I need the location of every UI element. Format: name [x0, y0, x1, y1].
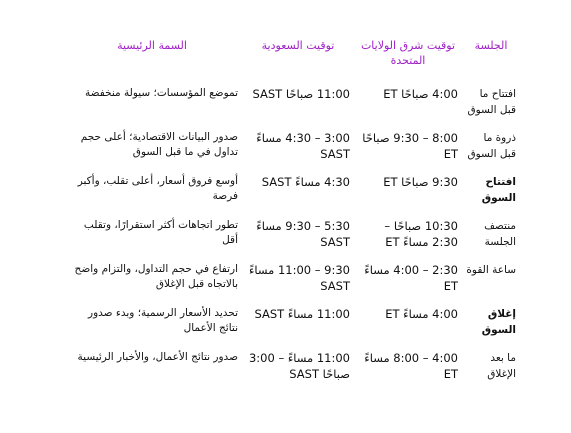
header-session: الجلسة [474, 39, 508, 52]
cell-saudi-time: 9:30 – 11:00 مساءً SAST [248, 263, 350, 293]
cell-us-time: 2:30 – 4:00 مساءً ET [364, 263, 458, 293]
cell-session: منتصف الجلسة [484, 220, 516, 248]
table-row [62, 256, 520, 300]
cell-saudi-time: 11:00 مساءً SAST [254, 307, 350, 321]
cell-session: افتتاح ما قبل السوق [467, 88, 516, 116]
table-header-row [62, 34, 520, 80]
cell-us-time: 9:30 صباحًا ET [383, 175, 458, 189]
market-sessions-table [62, 34, 520, 388]
cell-us-time: 8:00 – 9:30 صباحًا ET [362, 131, 458, 161]
table-row [62, 344, 520, 388]
cell-us-time: 4:00 مساءً ET [385, 307, 458, 321]
cell-us-time: 4:00 صباحًا ET [383, 87, 458, 101]
cell-feature: صدور البيانات الاقتصادية؛ أعلى حجم تداول في ما قبل السوق [80, 131, 238, 158]
cell-session: افتتاح السوق [481, 176, 516, 204]
cell-saudi-time: 11:00 صباحًا SAST [252, 87, 350, 101]
cell-us-time: 10:30 صباحًا – 2:30 مساءً ET [384, 219, 458, 249]
cell-feature: أوسع فروق أسعار، أعلى تقلب، وأكبر فرصة [77, 175, 238, 202]
cell-session: ذروة ما قبل السوق [467, 132, 516, 160]
cell-saudi-time: 3:00 – 4:30 مساءً SAST [256, 131, 350, 161]
cell-feature: ارتفاع في حجم التداول، والتزام واضح بالاتجاه قبل الإغلاق [74, 263, 238, 290]
cell-feature: تطور اتجاهات أكثر استقرارًا، وتقلب أقل [83, 219, 238, 246]
header-feature: السمة الرئيسية [117, 39, 187, 52]
cell-feature: صدور نتائج الأعمال، والأخبار الرئيسية [77, 351, 238, 363]
table-row [62, 168, 520, 212]
cell-session: ما بعد الإغلاق [487, 352, 516, 380]
cell-feature: تحديد الأسعار الرسمية؛ وبدء صدور نتائج الأعمال [88, 307, 238, 334]
table-row [62, 124, 520, 168]
cell-session: ساعة القوة [466, 264, 516, 276]
header-us-time: توقيت شرق الولايات المتحدة [360, 39, 456, 67]
cell-saudi-time: 4:30 مساءً SAST [261, 175, 350, 189]
header-saudi-time: توقيت السعودية [261, 39, 335, 52]
cell-us-time: 4:00 – 8:00 مساءً ET [364, 351, 458, 381]
cell-saudi-time: 11:00 مساءً – 3:00 صباحًا SAST [248, 351, 350, 381]
table-row [62, 80, 520, 124]
table-row [62, 212, 520, 256]
cell-saudi-time: 5:30 – 9:30 مساءً SAST [256, 219, 350, 249]
cell-session: إغلاق السوق [481, 308, 516, 336]
table-row [62, 300, 520, 344]
cell-feature: تموضع المؤسسات؛ سيولة منخفضة [85, 87, 238, 99]
